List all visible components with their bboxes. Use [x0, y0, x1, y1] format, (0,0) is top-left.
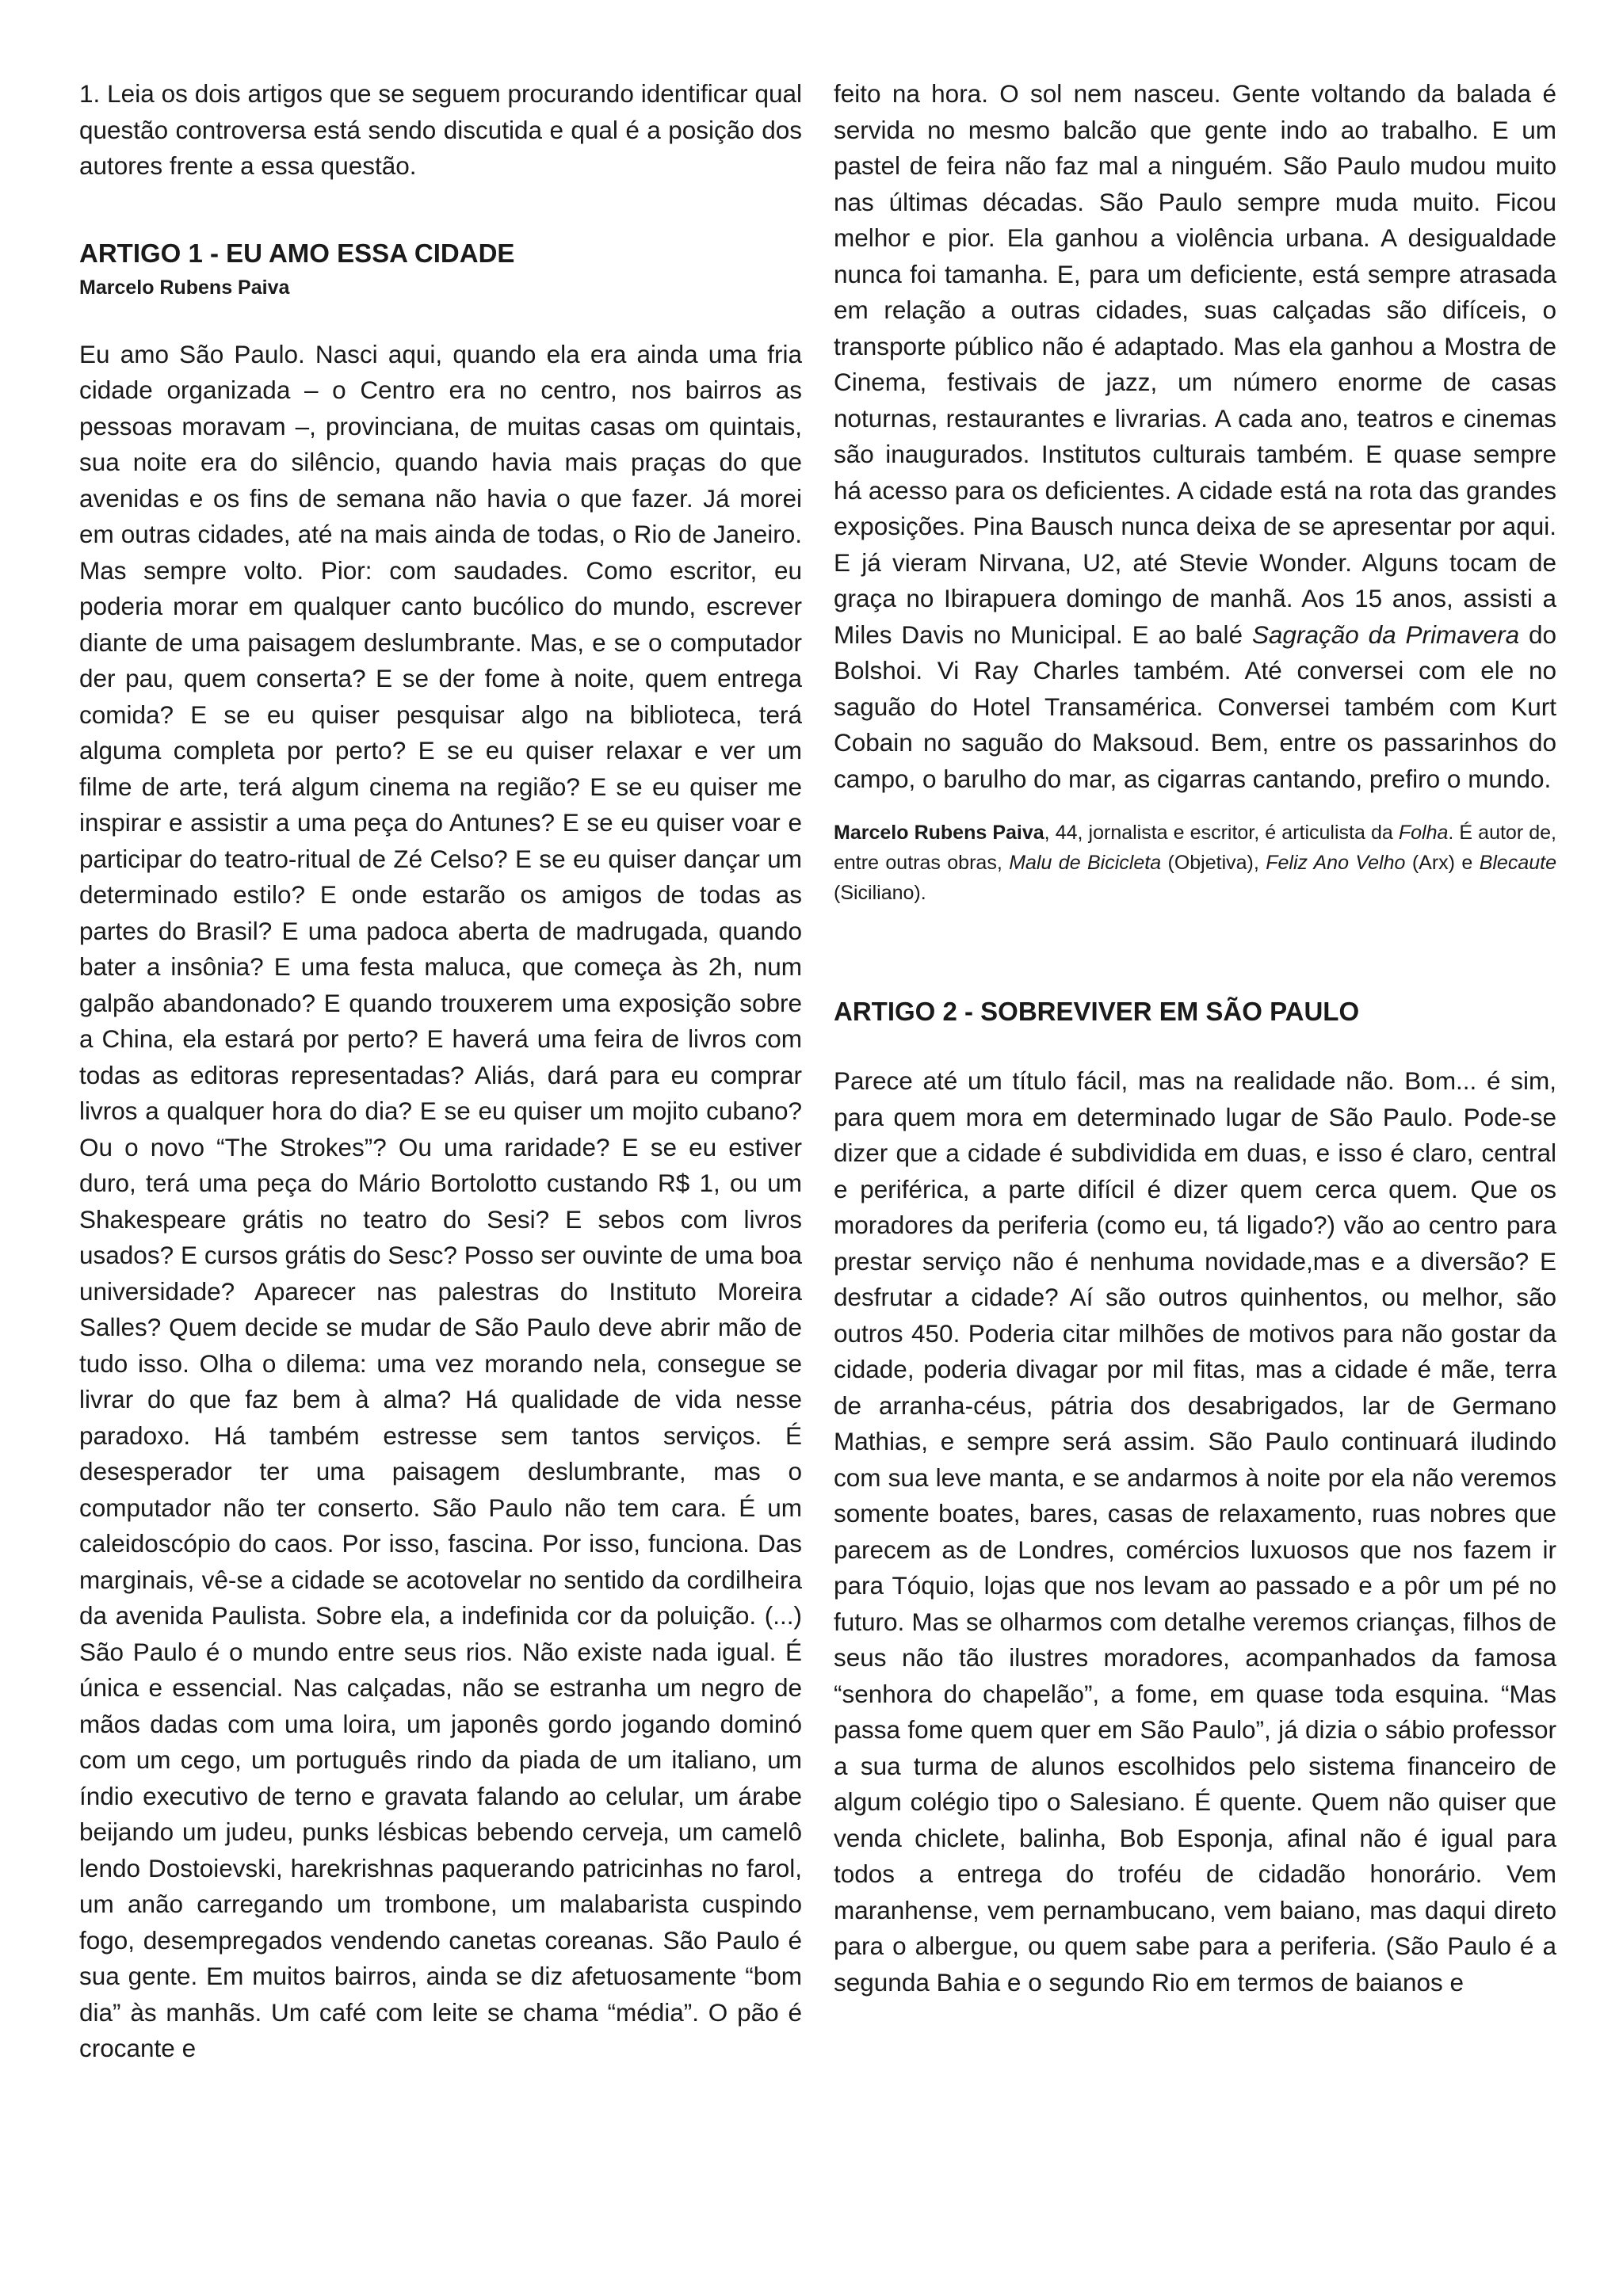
ballet-title: Sagração da Primavera [1251, 620, 1520, 649]
bio-text-5: (Siciliano). [834, 882, 926, 904]
bio-text-2: . É autor de, entre outras obras, [834, 822, 1557, 874]
bio-text-1: , 44, jornalista e escritor, é articulista da [1044, 822, 1399, 844]
bio-text-3: (Objetiva), [1161, 852, 1266, 874]
bio-text-4: (Arx) e [1405, 852, 1480, 874]
article-2-body: Parece até um título fácil, mas na realidade não. Bom... é sim, para quem mora em determinado lugar de São Paulo. Pode-se dizer que a cidade é subdividida em duas, e isso é claro, central e periférica, a parte difícil é dizer quem cerca quem. Que os moradores da periferia (como eu, tá ligado?) vão ao centro para prestar serviço não é nenhuma novidade,mas e a diversão? E desfrutar a cidade? Aí são outros quinhentos, ou melhor, são outros 450. Poderia citar milhões de motivos para não gostar da cidade, poderia divagar por mil fitas, mas a cidade é mãe, terra de arranha-céus, pátria dos desabrigados, lar de Germano Mathias, e sempre será assim. São Paulo continuará iludindo com sua leve manta, e se andarmos à noite por ela não veremos somente boates, bares, casas de relaxamento, ruas nobres que parecem as de Londres, comércios luxuosos que nos fazem ir para Tóquio, lojas que nos levam ao passado e a pôr um pé no futuro. Mas se olharmos com detalhe veremos crianças, filhos de seus não tão ilustres moradores, acompanhados da famosa “senhora do chapelão”, a fome, em quase toda esquina. “Mas passa fome quem quer em São Paulo”, já dizia o sábio professor a sua turma de alunos escolhidos pelo sistema financeiro de algum colégio tipo o Salesiano. É quente. Quem não quiser que venda chiclete, balinha, Bob Esponja, afinal não é igual para todos a entrega do troféu de cidadão honorário. Vem maranhense, vem pernambucano, vem baiano, mas daqui direto para o albergue, ou quem sabe para a periferia. (São Paulo é a segunda Bahia e o segundo Rio em termos de baianos e [834, 1066, 1556, 1997]
article-2-title: ARTIGO 2 - SOBREVIVER EM SÃO PAULO [834, 997, 1360, 1026]
bio-folha: Folha [1398, 822, 1449, 844]
article-1-author: Marcelo Rubens Paiva [79, 276, 290, 299]
author-bio [834, 818, 1556, 908]
article-1-title: ARTIGO 1 - EU AMO ESSA CIDADE [79, 238, 515, 268]
bio-book-1: Malu de Bicicleta [1009, 852, 1162, 874]
left-column [79, 76, 802, 2067]
bio-book-3: Blecaute [1479, 852, 1556, 874]
article-1-body-left: Eu amo São Paulo. Nasci aqui, quando ela era ainda uma fria cidade organizada – o Centro era no centro, nos bairros as pessoas moravam –, provinciana, de muitas casas om quintais, sua noite era do silêncio, quando havia mais praças do que avenidas e os fins de semana não havia o que fazer. Já morei em outras cidades, até na mais ainda de todas, o Rio de Janeiro. Mas sempre volto. Pior: com saudades. Como escritor, eu poderia morar em qualquer canto bucólico do mundo, escrever diante de uma paisagem deslumbrante. Mas, e se o computador der pau, quem conserta? E se der fome à noite, quem entrega comida? E se eu quiser pesquisar algo na biblioteca, terá alguma completa por perto? E se eu quiser relaxar e ver um filme de arte, terá algum cinema na região? E se eu quiser me inspirar e assistir a uma peça do Antunes? E se eu quiser voar e participar do teatro-ritual de Zé Celso? E se eu quiser dançar um determinado estilo? E onde estarão os amigos de todas as partes do Brasil? E uma padoca aberta de madrugada, quando bater a insônia? E uma festa maluca, que começa às 2h, num galpão abandonado? E quando trouxerem uma exposição sobre a China, ela estará por perto? E haverá uma feira de livros com todas as editoras representadas? Aliás, dará para eu comprar livros a qualquer hora do dia? E se eu quiser um mojito cubano? Ou o novo “The Strokes”? Ou uma raridade? E se eu estiver duro, terá uma peça do Mário Bortolotto custando R$ 1, ou um Shakespeare grátis no teatro do Sesi? E sebos com livros usados? E cursos grátis do Sesc? Posso ser ouvinte de uma boa universidade? Aparecer nas palestras do Instituto Moreira Salles? Quem decide se mudar de São Paulo deve abrir mão de tudo isso. Olha o dilema: uma vez morando nela, consegue se livrar do que faz bem à alma? Há qualidade de vida nesse paradoxo. Há também estresse sem tantos serviços. É desesperador ter uma paisagem deslumbrante, mas o computador não ter conserto. São Paulo não tem cara. É um caleidoscópio do caos. Por isso, fascina. Por isso, funciona. Das marginais, vê-se a cidade se acotovelar no sentido da cordilheira da avenida Paulista. Sobre ela, a indefinida cor da poluição. (...) São Paulo é o mundo entre seus rios. Não existe nada igual. É única e essencial. Nas calçadas, não se estranha um negro de mãos dadas com uma loira, um japonês gordo jogando dominó com um cego, um português rindo da piada de um italiano, um índio executivo de terno e gravata falando ao celular, um árabe beijando um judeu, punks lésbicas bebendo cerveja, um camelô lendo Dostoievski, harekrishnas paquerando patricinhas no farol, um anão carregando um trombone, um malabarista cuspindo fogo, desempregados vendendo canetas coreanas. São Paulo é sua gente. Em muitos bairros, ainda se diz afetuosamente “bom dia” às manhãs. Um café com leite se chama “média”. O pão é crocante e [79, 339, 802, 2062]
article-1-body-right-part-1: feito na hora. O sol nem nasceu. Gente voltando da balada é servida no mesmo balcão que gente indo ao trabalho. E um pastel de feira não faz mal a ninguém. São Paulo mudou muito nas últimas décadas. São Paulo sempre muda muito. Ficou melhor e pior. Ela ganhou a violência urbana. A desigualdade nunca foi tamanha. E, para um deficiente, está sempre atrasada em relação a outras cidades, suas calçadas são difíceis, o transporte público não é adaptado. Mas ela ganhou a Mostra de Cinema, festivais de jazz, um número enorme de casas noturnas, restaurantes e livrarias. A cada ano, teatros e cinemas são inaugurados. Institutos culturais também. E quase sempre há acesso para os deficientes. A cidade está na rota das grandes exposições. Pina Bausch nunca deixa de se apresentar por aqui. E já vieram Nirvana, U2, até Stevie Wonder. Alguns tocam de graça no Ibirapuera domingo de manhã. Aos 15 anos, assisti a Miles Davis no Municipal. E ao balé [834, 79, 1556, 649]
right-column [834, 76, 1556, 2000]
bio-name: Marcelo Rubens Paiva [834, 822, 1044, 844]
article-1-body-right-part-2: do Bolshoi. Vi Ray Charles também. Até conversei com ele no saguão do Hotel Transamérica. Conversei também com Kurt Cobain no saguão do Maksoud. Bem, entre os passarinhos do campo, o barulho do mar, as cigarras cantando, prefiro o mundo. [834, 620, 1557, 793]
article-1-body-right [834, 76, 1556, 797]
bio-book-2: Feliz Ano Velho [1266, 852, 1406, 874]
question-text: 1. Leia os dois artigos que se seguem procurando identificar qual questão controversa está sendo discutida e qual é a posição dos autores frente a essa questão. [79, 79, 802, 180]
